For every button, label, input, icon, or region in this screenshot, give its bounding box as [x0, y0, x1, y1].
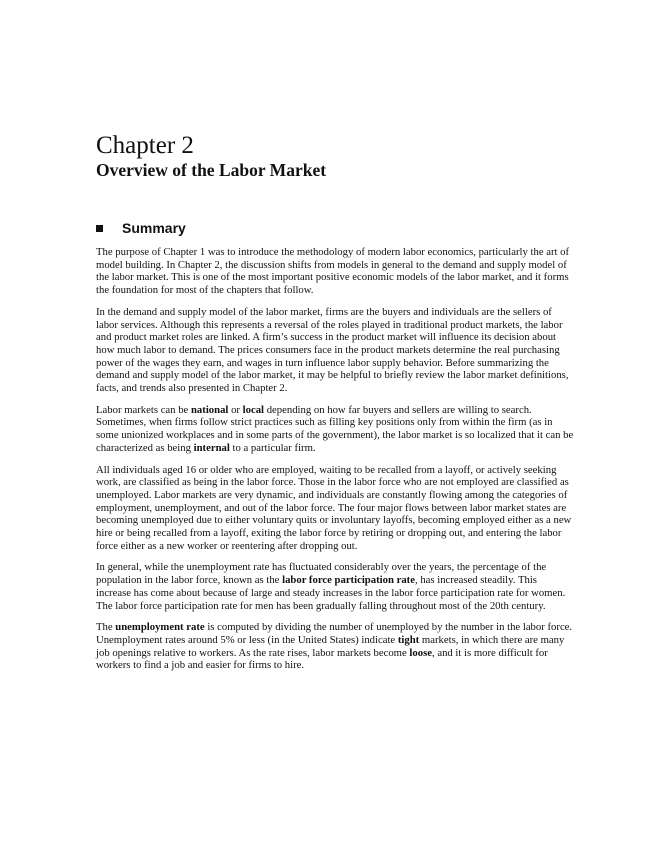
section-heading-label: Summary — [122, 220, 186, 236]
term-loose: loose — [409, 646, 432, 659]
paragraph-5-text-1: In general, while the unemployment rate has fluctuated considerably over the years, the percentage of the population in the labor force, known as the — [96, 561, 547, 587]
paragraph-3-text-2: or — [228, 403, 243, 416]
summary-body — [96, 246, 574, 681]
term-labor-force-participation-rate: labor force participation rate — [282, 574, 415, 587]
paragraph-6-text-4: , and it is more difficult for workers to find a job and easier for firms to hire. — [96, 646, 548, 672]
term-tight: tight — [397, 633, 420, 646]
paragraph-3 — [96, 404, 574, 455]
paragraph-3-text-4: to a particular firm. — [229, 441, 316, 454]
paragraph-6-text-1: The — [96, 621, 116, 634]
paragraph-6-text-3: markets, in which there are many job openings relative to workers. As the rate rises, labor markets become — [96, 633, 565, 659]
paragraph-6 — [96, 621, 574, 672]
paragraph-5-text-2: , has increased steadily. This increase has come about because of large and steady increases in the labor force participation rate for women. The labor force participation rate for men has been gradually falling throughout most of the 20th century. — [96, 574, 566, 612]
paragraph-5 — [96, 561, 574, 612]
paragraph-3-text-3: depending on how far buyers and sellers are willing to search. Sometimes, when firms follow strict practices such as filling key positions only from within the firm (as in some unionized workplaces and in some parts of the government), the labor market is so localized that it can be characterized as being — [96, 403, 574, 454]
paragraph-4: All individuals aged 16 or older who are employed, waiting to be recalled from a layoff, or actively seeking work, are classified as being in the labor force. Those in the labor force who are not employed are classified as unemployed. Labor markets are very dynamic, and individuals are constantly flowing among the categories of employment, unemployment, and out of the labor force. The four major flows between labor market states are becoming unemployed due to either voluntary quits or involuntary layoffs, becoming employed either as a new hire or being recalled from a layoff, exiting the labor force by retiring or dropping out, and entering the labor force either as a new worker or reentering after dropping out. — [96, 463, 572, 552]
chapter-subtitle: Overview of the Labor Market — [96, 160, 327, 180]
paragraph-3-text-1: Labor markets can be — [96, 403, 191, 416]
term-local: local — [242, 403, 265, 416]
paragraph-2: In the demand and supply model of the labor market, firms are the buyers and individuals are the sellers of labor services. Although this represents a reversal of the roles played in traditional product markets, the labor and product market roles are linked. A firm’s success in the product market will influence its decision about how much labor to demand. The prices consumers face in the product markets determine the real purchasing power of the wages they earn, and wages in turn influence labor supply behavior. Before summarizing the demand and supply model of the labor market, it may be helpful to briefly review the labor market definitions, facts, and trends also presented in Chapter 2. — [96, 305, 569, 395]
section-heading — [96, 219, 186, 237]
paragraph-6-text-2: is computed by dividing the number of unemployed by the number in the labor force. Unemployment rates around 5% or less (in the United States) indicate — [96, 621, 573, 646]
term-unemployment-rate: unemployment rate — [115, 621, 205, 634]
term-internal: internal — [193, 441, 230, 454]
chapter-title: Chapter 2 — [96, 132, 194, 159]
square-bullet-icon — [96, 225, 103, 232]
term-national: national — [190, 403, 229, 416]
paragraph-1: The purpose of Chapter 1 was to introduce the methodology of modern labor economics, particularly the art of model building. In Chapter 2, the discussion shifts from models in general to the demand and supply model of the labor market. This is one of the most important positive economic models of the labor market, and it forms the foundation for most of the chapters that follow. — [96, 246, 570, 297]
